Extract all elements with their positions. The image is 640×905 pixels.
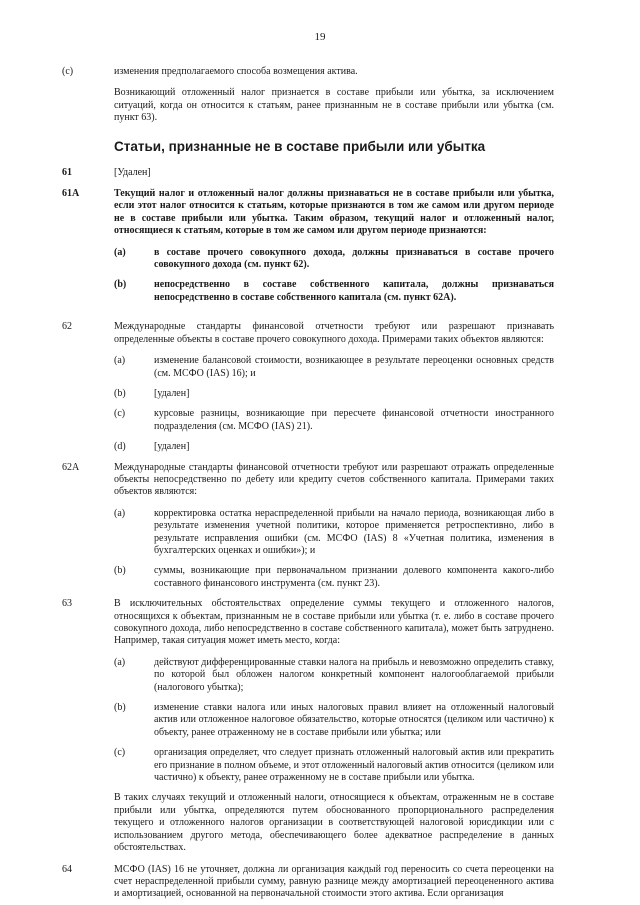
list-item-text: непосредственно в составе собственного капитала, должны признаваться непосредственно в составе собственного капитала (см. пункт 62A). (154, 279, 554, 303)
paragraph-number: 61 (62, 166, 72, 178)
paragraph-number: 62 (62, 321, 72, 333)
list-item (114, 565, 554, 590)
paragraph-text: [Удален] (114, 166, 151, 178)
list-item-text: в составе прочего совокупного дохода, должны признаваться в составе прочего совокупного дохода (см. пункт 62). (154, 246, 554, 271)
list-item-text: изменение балансовой стоимости, возникающее в результате переоценки основных средств (см. МСФО (IAS) 16); и (154, 355, 554, 379)
paragraph-text: Международные стандарты финансовой отчетности требуют или разрешают признавать определенные объекты в составе прочего совокупного дохода. Примерами таких объектов являются: (114, 321, 554, 345)
list-item-text: корректировка остатка нераспределенной прибыли на начало периода, возникающая либо в результате изменения учетной политики, которое применяется ретроспективно, либо в результате исправления ошибки (см. МСФО (IAS) 8 «Учетная политика, изменения в бухгалтерских оценках и ошибки»); и (154, 507, 554, 556)
section-title: Статьи, признанные не в составе прибыли или убытка (114, 138, 486, 154)
list-item-text: действуют дифференцированные ставки налога на прибыль и невозможно определить ставку, по которой был обложен налогом конкретный компонент налогооблагаемой прибыли (налогового убытка); (154, 656, 554, 693)
list-item-label: (a) (114, 507, 126, 519)
list-item (114, 441, 554, 453)
list-item-label: (b) (114, 279, 127, 291)
list-item (114, 408, 554, 433)
intro-item-c-text: изменения предполагаемого способа возмещения актива. (114, 66, 358, 77)
list-item-label: (a) (114, 246, 126, 258)
paragraph-number: 62A (62, 461, 80, 473)
paragraph-number: 63 (62, 598, 72, 610)
paragraph-61 (62, 167, 554, 179)
list-item-label: (b) (114, 387, 126, 399)
list-item-label: (b) (114, 702, 126, 714)
paragraph-number: 61A (62, 188, 80, 200)
paragraph-61a (62, 188, 554, 312)
list-item (114, 279, 554, 304)
list-item (114, 702, 554, 739)
intro-item-c (62, 66, 554, 78)
list-item (114, 247, 554, 272)
list-item (114, 355, 554, 380)
list-item-label: (a) (114, 355, 126, 367)
paragraph-63 (62, 598, 554, 863)
list-item-text: [удален] (154, 387, 190, 399)
list-item-text: изменение ставки налога или иных налоговых правил влияет на отложенный налоговый актив или отложенное налоговое обязательство, которые относятся (целиком или частично) к объекту, ранее отраженному не в составе прибыли или убытка; или (154, 702, 554, 738)
paragraph-62a (62, 462, 554, 599)
list-item (114, 747, 554, 784)
paragraph-64 (62, 864, 554, 901)
intro-item-c-label: (c) (62, 66, 74, 77)
intro-paragraph: Возникающий отложенный налог признается в составе прибыли или убытка, за исключением ситуаций, когда он относится к статьям, ранее признанным не в составе прибыли или убытка (см. пункт 63). (114, 87, 554, 124)
list-item-label: (b) (114, 565, 126, 577)
page-number: 19 (314, 31, 326, 43)
list-item-text: организация определяет, что следует признать отложенный налоговый актив или прекратить его признание в полном объеме, и этот отложенный налоговый актив относится (целиком или частично) к объекту, ранее отраженному не в составе прибыли или убытка. (154, 747, 554, 784)
list-item-label: (a) (114, 656, 126, 668)
paragraph-text: В исключительных обстоятельствах определение суммы текущего и отложенного налогов, относящихся к объектам, признанным не в составе прибыли или убытка (т. е. либо в составе прочего совокупного дохода, либо непосредственно в составе собственного капитала), может быть затруднено. Например, такая ситуация может иметь место, когда: (114, 598, 554, 647)
list-item-label: (c) (114, 408, 126, 420)
paragraph-text: Международные стандарты финансовой отчетности требуют или разрешают отражать определенные объекты непосредственно по дебету или кредиту счетов собственного капитала. Примерами таких объектов являются: (114, 461, 554, 498)
paragraph-number: 64 (62, 863, 72, 875)
list-item-text: [удален] (154, 441, 190, 453)
paragraph-text: МСФО (IAS) 16 не уточняет, должна ли организация каждый год переносить со счета переоценки на счет нераспределенной прибыли сумму, равную разнице между амортизацией переоцененного актива и амортизацией, основанной на первоначальной стоимости этого актива. Если организация (114, 863, 554, 900)
list-item-label: (d) (114, 441, 126, 453)
paragraph-text: Текущий налог и отложенный налог должны признаваться не в составе прибыли или убытка, если этот налог относится к статьям, которые признаются в том же самом или другом периоде не в составе прибыли или убытка. Таким образом, текущий налог и отложенный налог, относящиеся к статьям, которые в том же самом или другом периоде признаются: (114, 188, 554, 237)
list-item (114, 657, 554, 694)
list-item (114, 388, 554, 400)
list-item (114, 508, 554, 558)
list-item-text: суммы, возникающие при первоначальном признании долевого компонента какого-либо составного финансового инструмента (см. пункт 23). (154, 565, 554, 589)
list-item-text: курсовые разницы, возникающие при пересчете финансовой отчетности иностранного подразделения (см. МСФО (IAS) 21). (154, 408, 554, 432)
list-item-label: (c) (114, 747, 126, 759)
page-content (62, 66, 554, 901)
paragraph-62 (62, 321, 554, 461)
paragraph-closing: В таких случаях текущий и отложенный налоги, относящиеся к объектам, отраженным не в составе прибыли или убытка, определяются путем обоснованного пропорционального распределения текущего и отложенного налогов организации в соответствующей налоговой юрисдикции или с использованием другого метода, обеспечивающего более адекватное распределение в данных обстоятельствах. (114, 792, 554, 854)
